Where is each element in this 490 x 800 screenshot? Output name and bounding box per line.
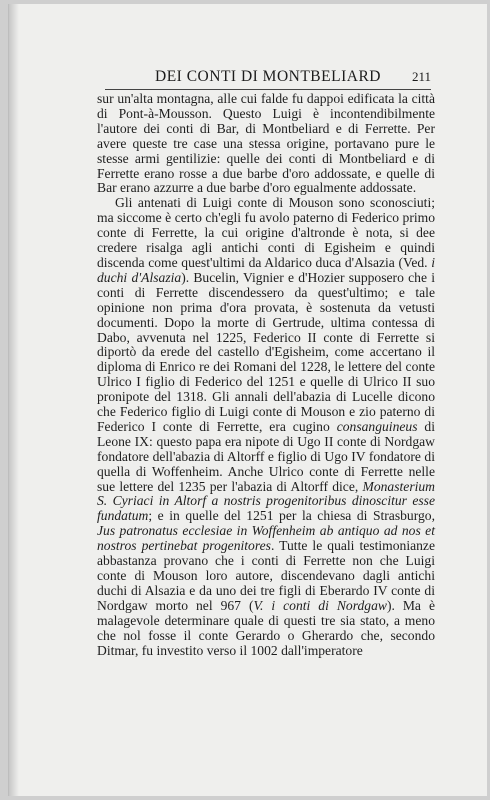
- page-header: [105, 68, 431, 90]
- text-run: ). Ma è malagevole determinare quale di questi tre sia stato, a meno che nol fosse il conte Gerardo o Gherardo che, secondo Ditmar, fu investito verso il 1002 dall'imperatore: [97, 597, 435, 658]
- book-page: [8, 4, 487, 796]
- text-run: Gli antenati di Luigi conte di Mouson sono sconosciuti; ma siccome è certo ch'egli fu avolo paterno di Federico primo conte di Ferrette, la cui origine d'altronde è nota, si dee credere risalga agli antichi conti di Egisheim e quindi discenda come quest'ultimi da Aldarico duca d'Alsazia (Ved.: [97, 195, 435, 270]
- body-text: [97, 92, 435, 658]
- italic-text: Monasterium S. Cyriaci in Altorf a nostris progenitoribus dinoscitur esse fundatum: [97, 478, 435, 524]
- page-spine-shadow: [9, 4, 19, 796]
- text-run: sur un'alta montagna, alle cui falde fu dappoi edificata la città di Pont-à-Mousson. Questo Luigi è incontendibilmente l'autore dei conti di Bar, di Montbeliard e di Ferrette. Per avere queste tre case una stessa origine, portavano pure le stesse armi gentilizie: quelle dei conti di Montbeliard e di Ferrette erano rosse a due barbe d'oro addossate, e quelle di Bar erano azzurre a due barbe d'oro egualmente addossate.: [97, 91, 435, 196]
- paragraph: [97, 196, 435, 658]
- text-run: ; e in quelle del 1251 per la chiesa di Strasburgo,: [148, 508, 435, 524]
- text-run: ). Bucelin, Vignier e d'Hozier supposero che i conti di Ferrette discendessero da quest'ultimo; e tale opinione non prima d'ora provata, è sostenuta da vetusti documenti. Dopo la morte di Gertrude, ultima contessa di Dabo, avvenuta nel 1225, Federico II conte di Ferrette si diportò da erede del castello d'Egisheim, come accertano il diploma di Enrico re dei Romani del 1228, le lettere del conte Ulrico I figlio di Federico del 1251 e quelle di Ulrico II suo pronipote del 1318. Gli annali dell'abazia di Lucelle dicono che Federico figlio di Luigi conte di Mouson e zio paterno di Federico I conte di Ferrette, era cugino: [97, 269, 435, 434]
- page-number: 211: [411, 69, 431, 84]
- italic-text: i duchi d'Alsazia: [97, 254, 435, 285]
- text-run: di Leone IX: questo papa era nipote di Ugo II conte di Nordgaw fondatore dell'abazia di Altorff e figlio di Ugo IV fondatore di quella di Woffenheim. Anche Ulrico conte di Ferrette nelle sue lettere del 1235 per l'abazia di Altorff dice,: [97, 418, 435, 494]
- italic-text: V. i conti di Nordgaw: [253, 597, 387, 613]
- italic-text: consanguineus: [336, 418, 418, 434]
- text-run: . Tutte le quali testimonianze abbastanza provano che i conti di Ferrette non che Luigi conte di Mouson loro autore, discendevano dagli antichi duchi di Alsazia e da uno dei tre figli di Eberardo IV conte di Nordgaw morto nel 967 (: [97, 538, 435, 613]
- running-title: DEI CONTI DI MONTBELIARD: [155, 68, 381, 85]
- header-rule: [105, 89, 431, 90]
- paragraph: [97, 92, 435, 196]
- italic-text: Jus patronatus ecclesiae in Woffenheim ab antiquo ad nos et nostros pertinebat progenitores: [97, 523, 435, 554]
